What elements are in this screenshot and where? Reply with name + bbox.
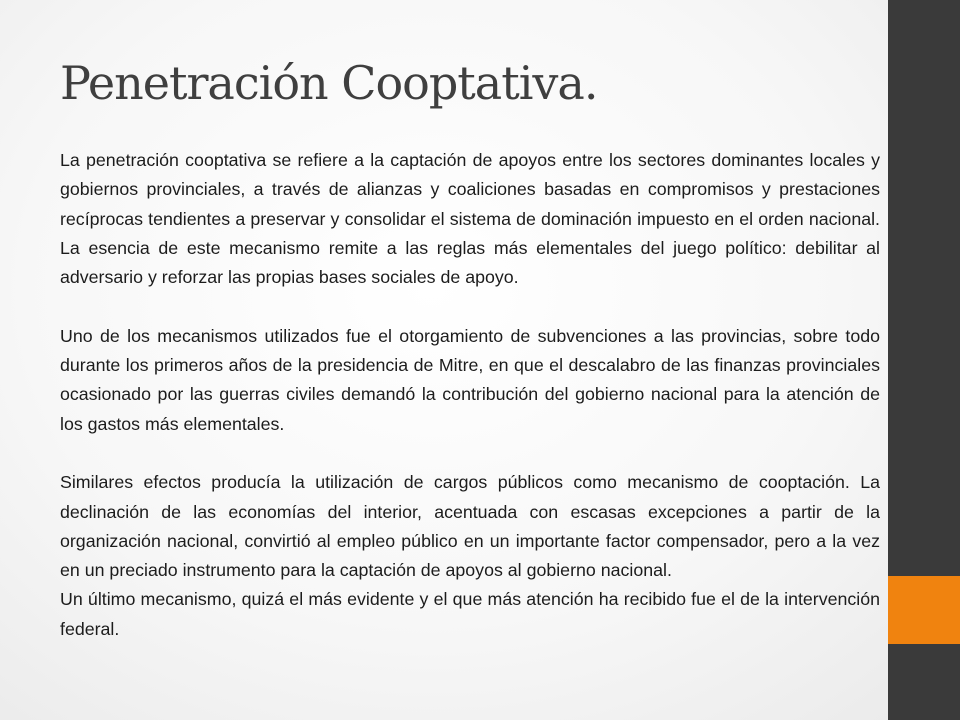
slide-body bbox=[60, 146, 880, 720]
paragraph-subsidies: Uno de los mecanismos utilizados fue el otorgamiento de subvenciones a las provincias, sobre todo durante los primeros años de la presidencia de Mitre, en que el descalabro de las finanzas provinciales ocasionado por las guerras civiles demandó la contribución del gobierno nacional para la atención de los gastos más elementales. bbox=[60, 325, 880, 434]
right-sidebar-bar bbox=[888, 0, 960, 720]
paragraph-spacer bbox=[60, 292, 880, 321]
sidebar-orange-accent bbox=[888, 576, 960, 644]
paragraph-spacer bbox=[60, 439, 880, 468]
paragraph-federal-intervention: Un último mecanismo, quizá el más evidente y el que más atención ha recibido fue el de la intervención federal. bbox=[60, 589, 880, 639]
paragraph-public-posts: Similares efectos producía la utilización de cargos públicos como mecanismo de cooptación. La declinación de las economías del interior, acentuada con escasas excepciones a partir de la organización nacional, convirtió al empleo público en un importante factor compensador, pero a la vez en un preciado instrumento para la captación de apoyos al gobierno nacional. bbox=[60, 472, 880, 581]
paragraph-cooptative-penetration: La penetración cooptativa se refiere a la captación de apoyos entre los sectores dominantes locales y gobiernos provinciales, a través de alianzas y coaliciones basadas en compromisos y prestaciones recíprocas tendientes a preservar y consolidar el sistema de dominación impuesto en el orden nacional. La esencia de este mecanismo remite a las reglas más elementales del juego político: debilitar al adversario y reforzar las propias bases sociales de apoyo. bbox=[60, 150, 880, 288]
slide-title: Penetración Cooptativa. bbox=[60, 56, 598, 110]
